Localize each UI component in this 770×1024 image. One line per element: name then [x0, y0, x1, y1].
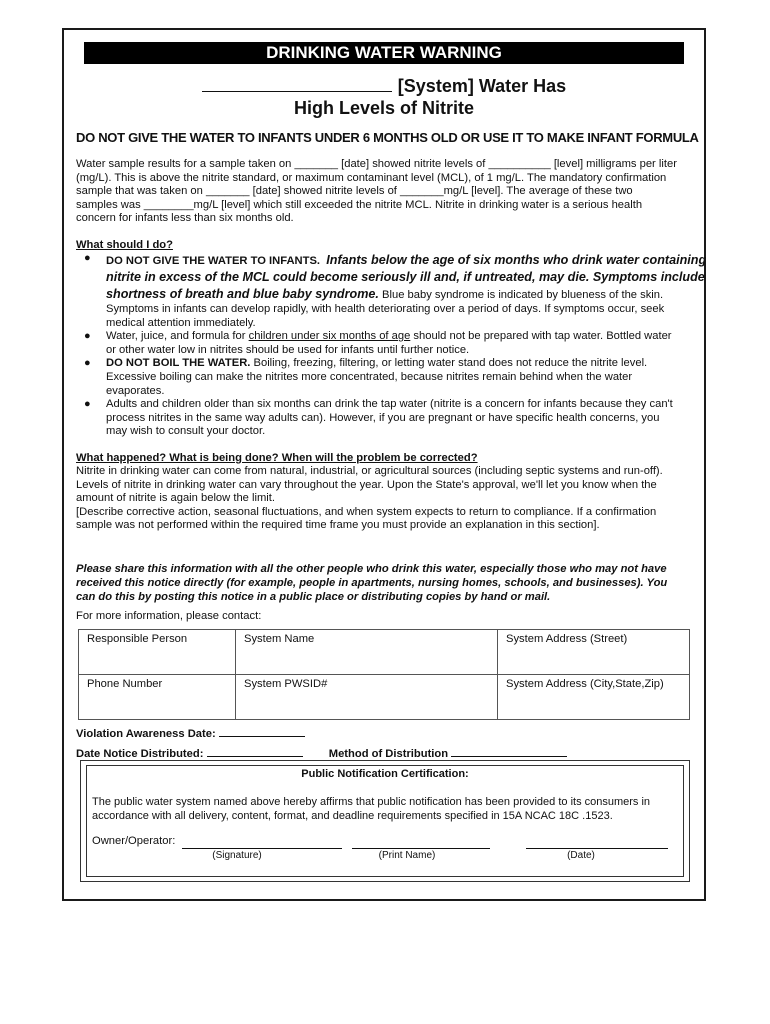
notice-distributed-row: [76, 744, 567, 760]
date-label: (Date): [567, 850, 595, 861]
notice-title-line2: High Levels of Nitrite: [293, 98, 475, 118]
signature-field[interactable]: [182, 848, 342, 849]
certification-title: Public Notification Certification:: [301, 768, 469, 780]
bullet-icon: ●: [84, 252, 91, 264]
bullet-text: evaporates.: [106, 384, 165, 397]
bullet-text: Excessive boiling can make the nitrites more concentrated, because nitrites remain behind when the water: [106, 370, 633, 383]
infant-warning: DO NOT GIVE THE WATER TO INFANTS UNDER 6 MONTHS OLD OR USE IT TO MAKE INFANT FORMULA: [76, 130, 699, 145]
action-item-no-boil: [84, 357, 722, 398]
bullet-text: or other water low in nitrites should be used for infants until further notice.: [106, 343, 470, 356]
print-name-label: (Print Name): [378, 850, 436, 861]
date-field[interactable]: [526, 848, 668, 849]
intro-line: sample that was taken on _______ [date] showed nitrite levels of _______mg/L [level]. The average of these two: [76, 185, 633, 198]
what-happened-line: [Describe corrective action, seasonal fluctuations, and when system expects to return to compliance. If a confirmation: [76, 505, 657, 518]
method-field[interactable]: [451, 744, 567, 757]
share-line: can do this by posting this notice in a public place or distributing copies by hand or mail.: [76, 591, 551, 603]
bullet-italic: Infants below the age of six months who drink water containing: [326, 253, 707, 267]
method-label: Method of Distribution: [328, 748, 449, 760]
bullet-text: process nitrites in the same way adults can). However, if you are pregnant or have specific health concerns, you: [106, 411, 660, 424]
action-list: [76, 252, 722, 439]
notice-banner: DRINKING WATER WARNING: [84, 42, 684, 64]
share-line: received this notice directly (for example, people in apartments, nursing homes, schools, and businesses). You: [76, 577, 668, 589]
more-info-text: For more information, please contact:: [76, 610, 262, 622]
what-happened-line: Nitrite in drinking water can come from natural, industrial, or agricultural sources (including septic systems and run-off).: [76, 465, 663, 477]
share-line: Please share this information with all the other people who drink this water, especially those who may not have: [76, 563, 667, 575]
violation-date-label: Violation Awareness Date:: [76, 728, 216, 740]
violation-date-row: [76, 724, 305, 740]
bullet-italic: shortness of breath and blue baby syndrome.: [106, 287, 379, 301]
bullet-text: Adults and children older than six months can drink the tap water (nitrite is a concern for infants because they can't: [106, 398, 673, 411]
bullet-text: Water, juice, and formula for: [106, 330, 249, 343]
contact-table: [78, 629, 690, 720]
action-item-no-infants: [84, 252, 722, 330]
system-pwsid-field[interactable]: System PWSID#: [236, 675, 498, 720]
what-happened-line: amount of nitrite is again below the limit.: [76, 492, 275, 505]
title-suffix: [System] Water Has: [397, 76, 567, 96]
system-address-city-field[interactable]: System Address (City,State,Zip): [498, 675, 690, 720]
intro-line: Water sample results for a sample taken on _______ [date] showed nitrite levels of __________ [level] milligrams per liter: [76, 158, 677, 170]
system-name-field[interactable]: System Name: [236, 630, 498, 675]
notice-distributed-field[interactable]: [207, 744, 303, 757]
table-row: [79, 675, 690, 720]
what-happened-line: sample was not performed within the required time frame you must provide an explanation in this section].: [76, 519, 600, 532]
bullet-text: medical attention immediately.: [106, 316, 256, 329]
system-address-street-field[interactable]: System Address (Street): [498, 630, 690, 675]
bullet-underline: children under six months of age: [248, 330, 411, 343]
system-name-blank: [202, 77, 392, 92]
violation-date-field[interactable]: [219, 724, 305, 737]
intro-line: concern for infants less than six months old.: [76, 212, 294, 225]
phone-number-field[interactable]: Phone Number: [79, 675, 236, 720]
intro-line: (mg/L). This is above the nitrite standard, or maximum contaminant level (MCL), of 1 mg/L. The mandatory confirmation: [76, 171, 667, 184]
bullet-text: may wish to consult your doctor.: [106, 425, 266, 438]
bullet-icon: ●: [84, 330, 91, 343]
bullet-icon: ●: [84, 357, 91, 370]
action-item-adults: [84, 398, 722, 439]
bullet-text: Symptoms in infants can develop rapidly, with health deteriorating over a period of days. If symptoms occur, seek: [106, 303, 665, 315]
responsible-person-field[interactable]: Responsible Person: [79, 630, 236, 675]
bullet-text: should not be prepared with tap water. Bottled water: [410, 330, 672, 343]
intro-paragraph: [76, 158, 694, 226]
bullet-italic: nitrite in excess of the MCL could become seriously ill and, if untreated, may die. Symptoms include: [106, 270, 705, 284]
what-happened-paragraph: [76, 465, 694, 533]
bullet-bold: DO NOT GIVE THE WATER TO INFANTS.: [106, 255, 321, 267]
intro-line: samples was ________mg/L [level] which still exceeded the nitrite MCL. Nitrite in drinking water is a serious health: [76, 198, 643, 211]
certification-line: accordance with all delivery, content, format, and deadline requirements specified in 15A NCAC 18C .1523.: [92, 810, 613, 822]
bullet-text: Boiling, freezing, filtering, or letting water stand does not reduce the nitrite level.: [250, 357, 648, 370]
table-row: [79, 630, 690, 675]
what-should-heading: What should I do?: [76, 239, 173, 251]
what-happened-line: Levels of nitrite in drinking water can vary throughout the year. Upon the State's approval, we'll let you know when the: [76, 478, 657, 491]
what-happened-heading: What happened? What is being done? When will the problem be corrected?: [76, 452, 478, 464]
bullet-text: Blue baby syndrome is indicated by blueness of the skin.: [382, 289, 664, 301]
action-item-formula: [84, 330, 722, 357]
certification-text: [92, 795, 682, 823]
share-notice: [76, 562, 696, 604]
bullet-icon: ●: [84, 398, 91, 411]
bullet-bold: DO NOT BOIL THE WATER.: [106, 357, 251, 370]
signature-label: (Signature): [212, 850, 262, 861]
notice-title-line1: [62, 76, 706, 97]
print-name-field[interactable]: [352, 848, 490, 849]
certification-line: The public water system named above hereby affirms that public notification has been provided to its consumers in: [92, 796, 651, 808]
owner-operator-label: Owner/Operator:: [92, 835, 176, 847]
notice-distributed-label: Date Notice Distributed:: [76, 748, 204, 760]
